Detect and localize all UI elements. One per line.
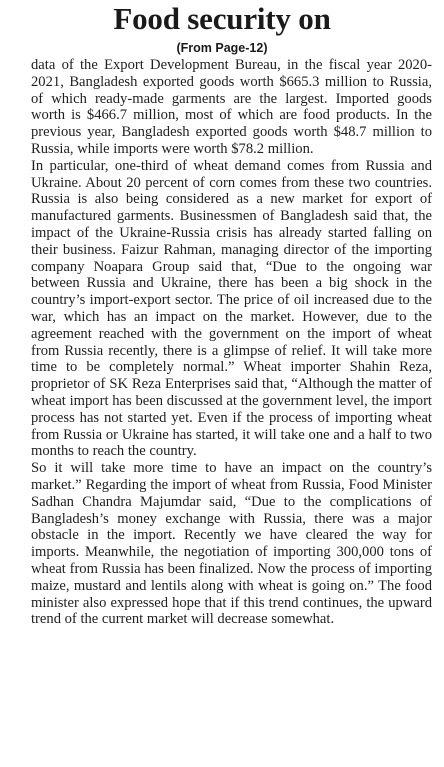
continuation-note: (From Page-12)	[176, 41, 268, 55]
article-paragraph-1: data of the Export Development Bureau, in the fiscal year 2020-2021, Bangladesh exported goods worth $665.3 million to Russia, of which ready-made garments are the largest. Imported goods worth is $466.7 million, most of which are food products. In the previous year, Bangladesh exported goods worth $48.7 million to Russia, while imports were worth $78.2 million.	[31, 57, 432, 157]
article-body	[31, 57, 432, 628]
article-headline: Food security on	[113, 1, 331, 36]
article-paragraph-2: In particular, one-third of wheat demand comes from Russia and Ukraine. About 20 percent of corn comes from these two countries. Russia is also being considered as a new market for export of manufactured garments. Businessmen of Bangladesh said that, the impact of the Ukraine-Russia crisis has already started falling on their business. Faizur Rahman, managing director of the importing company Noapara Group said that, “Due to the ongoing war between Russia and Ukraine, there has been a big shock in the country’s import-export sector. The price of oil increased due to the war, which has an impact on the market. However, due to the agreement reached with the government on the import of wheat from Russia recently, there is a glimpse of relief. It will take more time to be completely normal.” Wheat importer Shahin Reza, proprietor of SK Reza Enterprises said that, “Although the matter of wheat import has been discussed at the government level, the import process has not started yet. Even if the process of importing wheat from Russia or Ukraine has started, it will take one and a half to two months to reach the country.	[31, 157, 432, 460]
article-paragraph-3: So it will take more time to have an impact on the country’s market.” Regarding the import of wheat from Russia, Food Minister Sadhan Chandra Majumdar said, “Due to the complications of Bangladesh’s money exchange with Russia, there was a major obstacle in the import. Recently we have cleared the way for imports. Meanwhile, the negotiation of importing 300,000 tons of wheat from Russia has been finalized. Now the process of importing maize, mustard and lentils along with wheat is going on.” The food minister also expressed hope that if this trend continues, the upward trend of the current market will decrease somewhat.	[31, 460, 432, 628]
